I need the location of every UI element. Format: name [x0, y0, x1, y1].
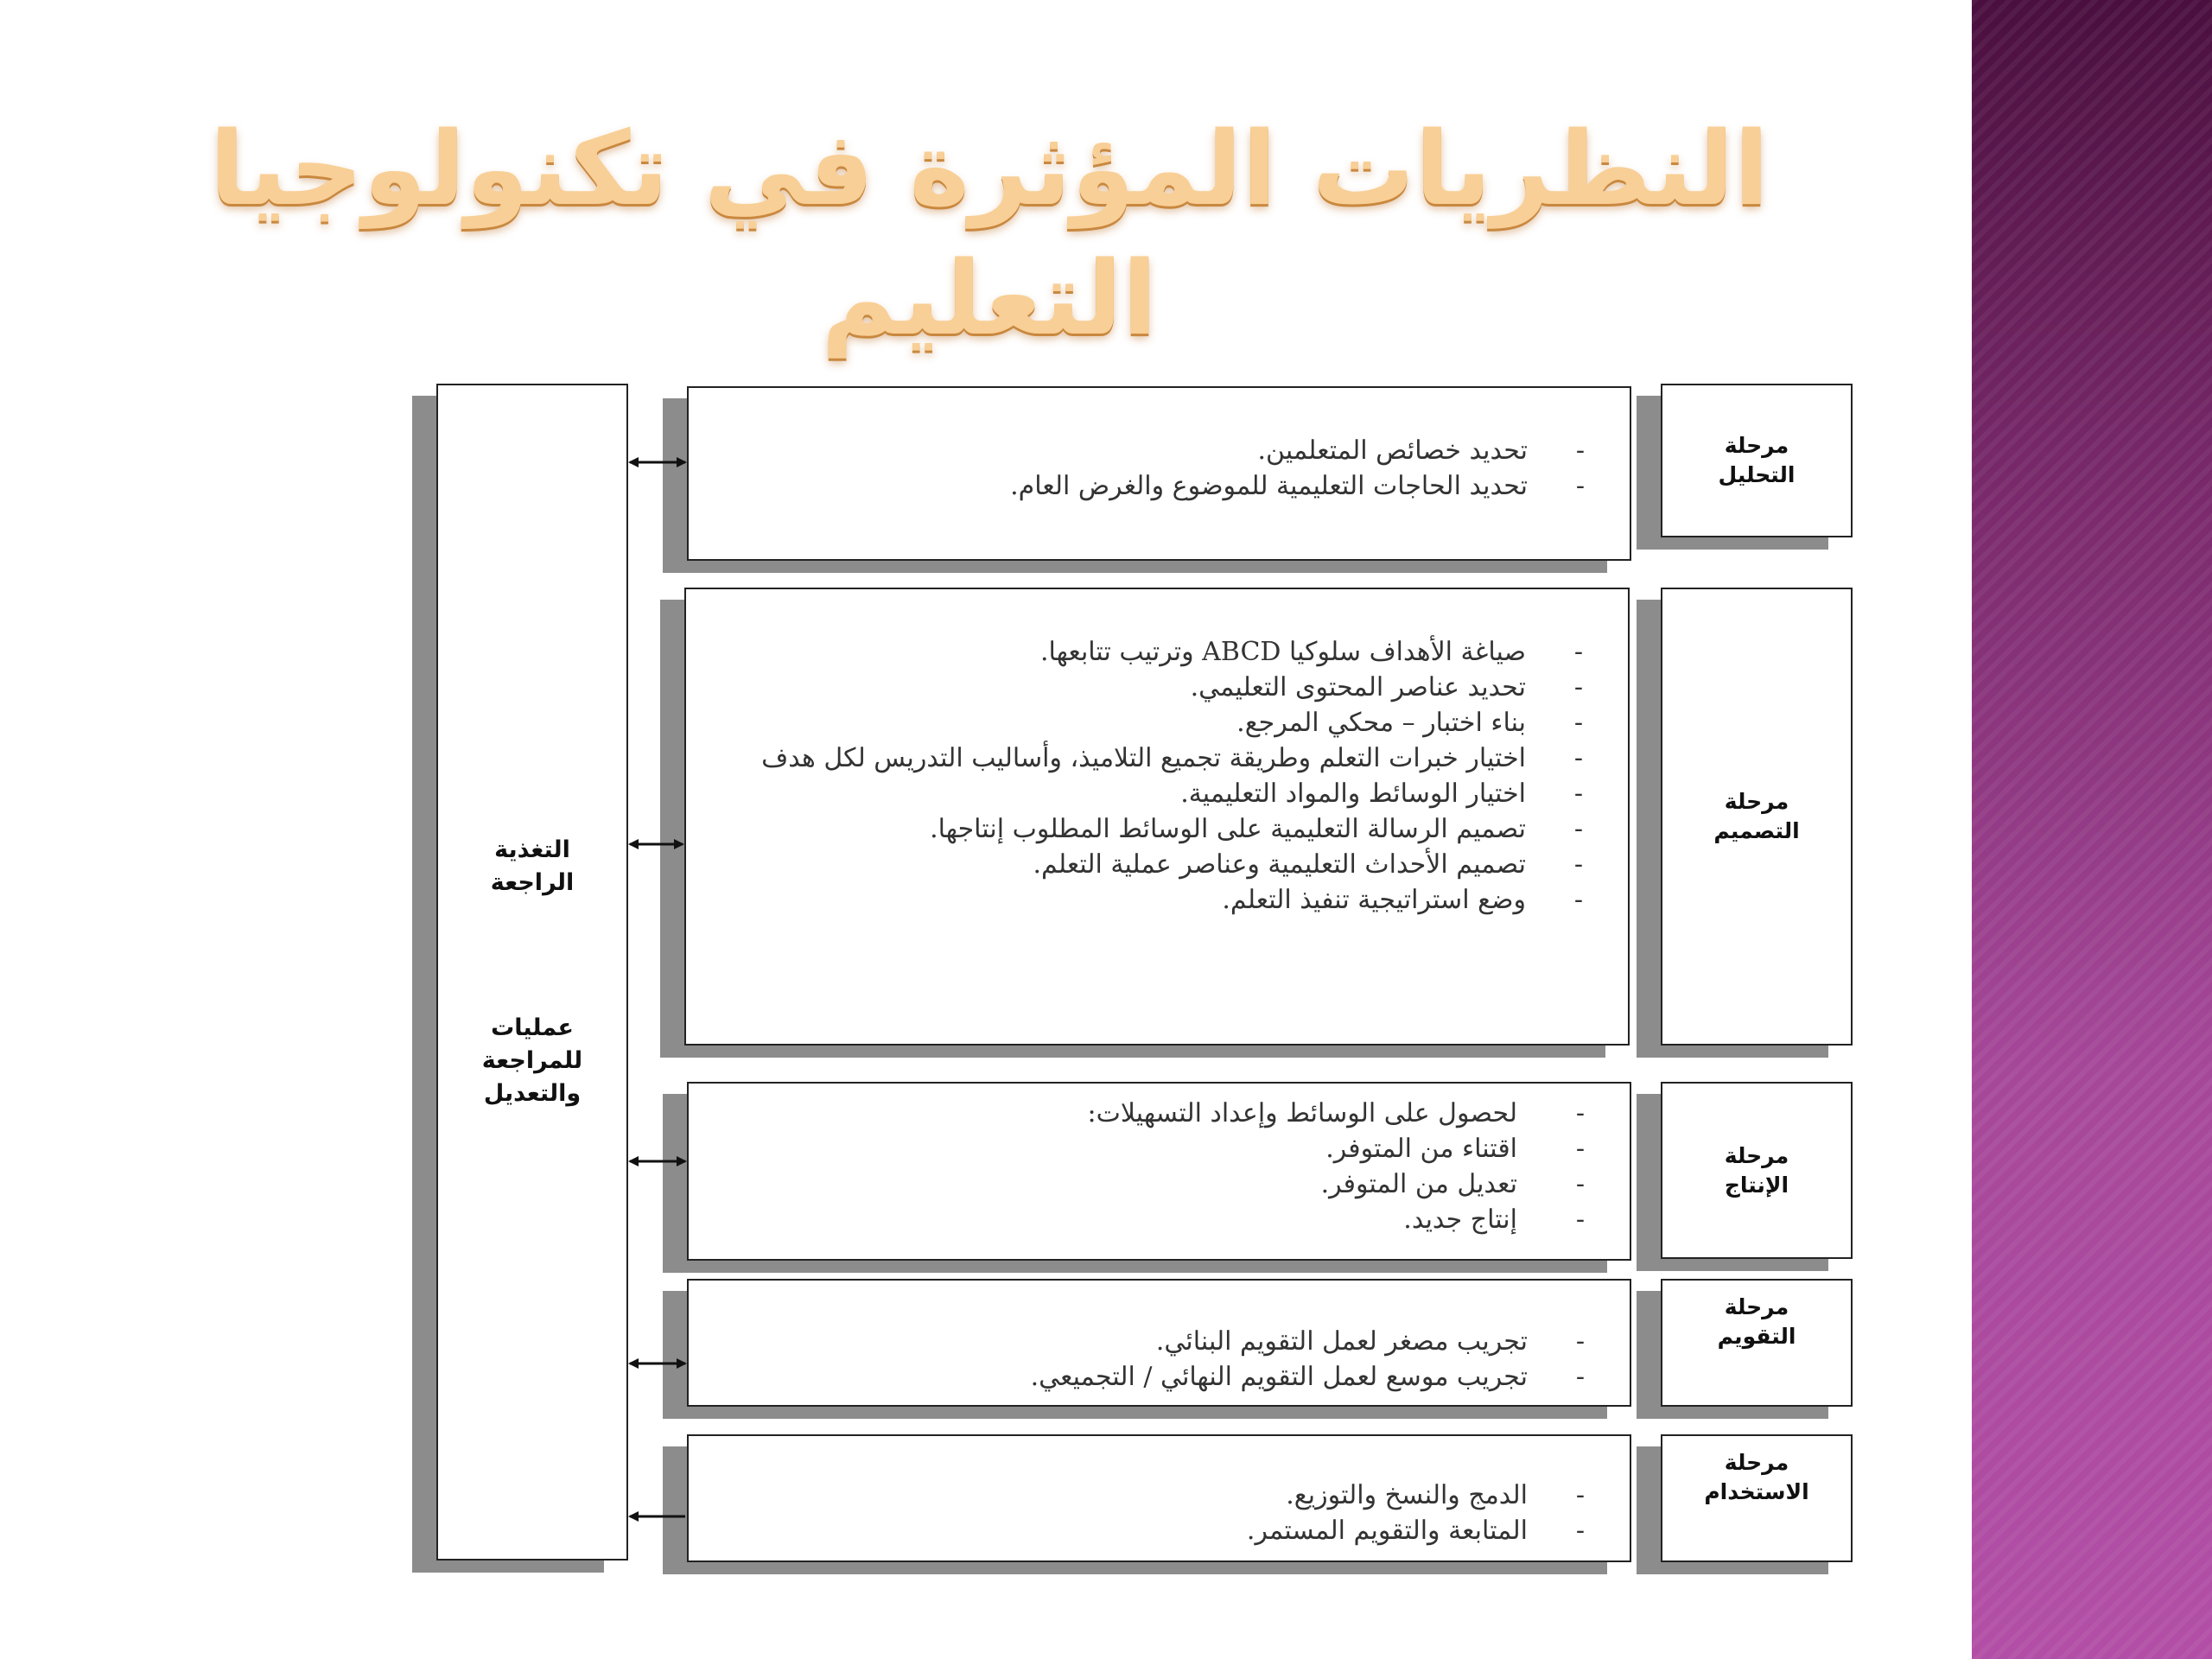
stage-label-production: مرحلة الإنتاج — [1724, 1142, 1789, 1198]
list-item: - تحديد عناصر المحتوى التعليمي. — [686, 670, 1628, 705]
stage-label-design: مرحلة التصميم — [1713, 789, 1800, 843]
list-item: - تحديد خصائص المتعلمين. — [689, 433, 1630, 468]
feedback-label: التغذية الراجعة — [490, 836, 575, 896]
list-item: - تصميم الرسالة التعليمية على الوسائط المطلوب إنتاجها. — [686, 811, 1628, 847]
list-item: - تجريب مصغر لعمل التقويم البنائي. — [689, 1324, 1630, 1359]
list-item: - تحديد الحاجات التعليمية للموضوع والغرض العام. — [689, 468, 1630, 504]
list-item: - صياغة الأهداف سلوكيا ABCD وترتيب تتابعها. — [686, 634, 1628, 670]
list-item: - بناء اختبار – محكي المرجع. — [686, 705, 1628, 741]
list-item: - اقتناء من المتوفر. — [689, 1131, 1630, 1166]
stage-label-utilization: مرحلة الاستخدام — [1704, 1450, 1809, 1504]
stage-label-analysis: مرحلة التحليل — [1718, 433, 1796, 487]
list-item: - لحصول على الوسائط وإعداد التسهيلات: — [689, 1096, 1630, 1131]
list-item: - تعديل من المتوفر. — [689, 1166, 1630, 1202]
list-item: - اختيار خبرات التعلم وطريقة تجميع التلاميذ، وأساليب التدريس لكل هدف — [686, 741, 1628, 776]
slide-title: النظريات المؤثرة في تكنولوجيا التعليم — [209, 109, 1770, 358]
list-item: - تجريب موسع لعمل التقويم النهائي / التجميعي. — [689, 1359, 1630, 1395]
list-item: - المتابعة والتقويم المستمر. — [689, 1513, 1630, 1548]
list-item: - وضع استراتيجية تنفيذ التعلم. — [686, 882, 1628, 918]
revision-processes-label: عمليات للمراجعة والتعديل — [481, 1014, 583, 1107]
stage-label-evaluation: مرحلة التقويم — [1717, 1294, 1796, 1349]
list-item: - إنتاج جديد. — [689, 1202, 1630, 1237]
list-item: - الدمج والنسخ والتوزيع. — [689, 1478, 1630, 1513]
list-item: - اختيار الوسائط والمواد التعليمية. — [686, 776, 1628, 811]
list-item: - تصميم الأحداث التعليمية وعناصر عملية التعلم. — [686, 847, 1628, 882]
